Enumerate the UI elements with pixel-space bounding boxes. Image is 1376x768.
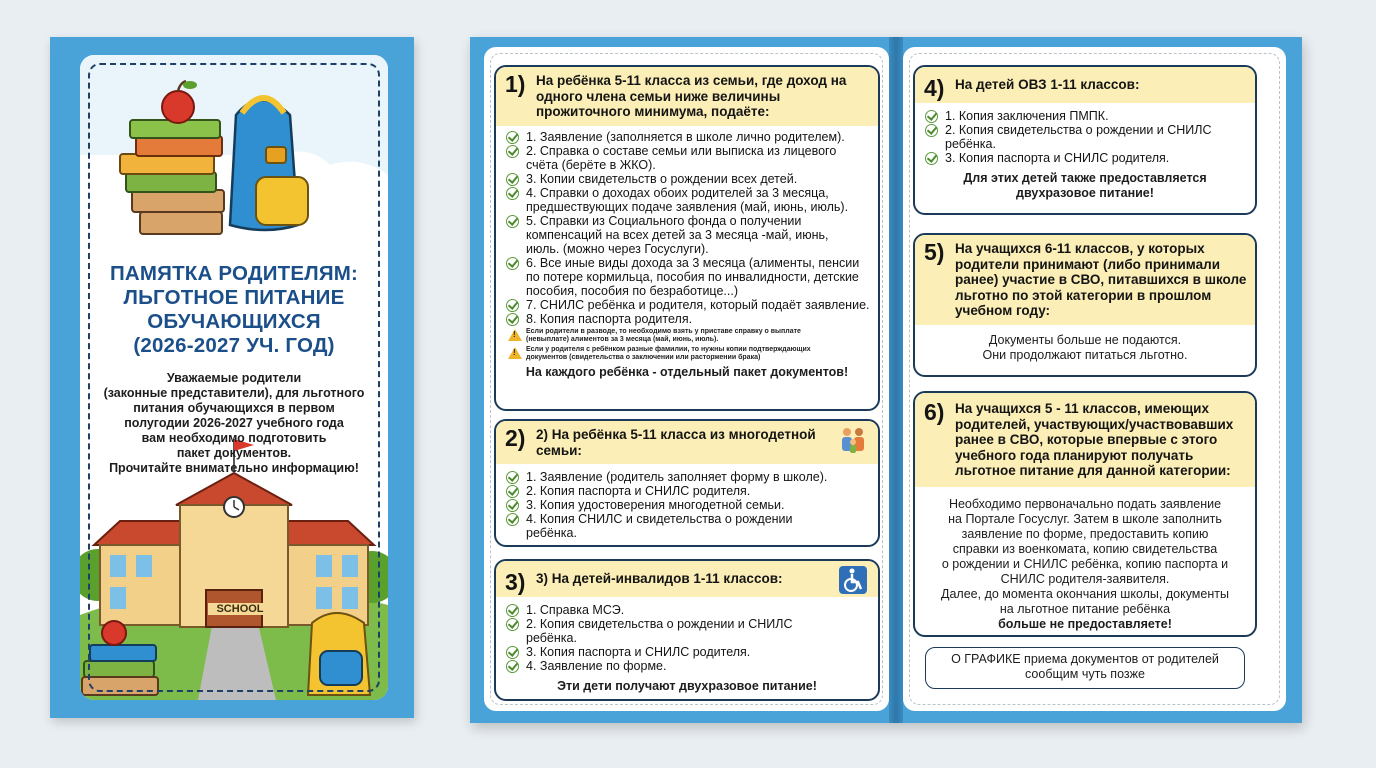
list-item	[506, 498, 870, 512]
check-icon	[506, 145, 519, 158]
check-icon	[506, 618, 519, 631]
warning-text: Если родители в разводе, то необходимо взять у приставе справку о выплате	[526, 327, 801, 335]
section-title	[955, 241, 1245, 319]
booklet	[470, 37, 1302, 723]
section-number: 1)	[505, 71, 526, 97]
item-text: компенсаций на всех детей за 3 месяца -май, июнь,	[526, 227, 829, 242]
title-line: ранее) участие в СВО, питавшихся в школе	[955, 272, 1247, 287]
item-text: 2. Копия свидетельства о рождении и СНИЛС	[945, 122, 1212, 137]
warning-note	[506, 346, 868, 362]
school-sign: SCHOOL	[208, 603, 272, 615]
flyer-sheet	[80, 55, 388, 700]
body-line: на Портале Госуслуг. Затем в школе заполнить	[948, 511, 1222, 526]
body-line: справки из военкомата, копию свидетельства	[952, 541, 1218, 556]
books-icon	[120, 120, 224, 234]
section-title	[955, 401, 1245, 479]
section-title	[536, 427, 828, 458]
warning-text: (невыплате) алиментов за 3 месяца (май, июнь, июль).	[526, 335, 719, 343]
section-5-card	[913, 233, 1257, 377]
section-2-card	[494, 419, 880, 547]
intro-line: вам необходимо подготовить	[141, 431, 327, 445]
item-text: ребёнка.	[526, 630, 577, 645]
list-item	[506, 617, 870, 645]
document-list	[915, 103, 1255, 165]
booklet-right-page	[903, 47, 1286, 711]
note-line: сообщим чуть позже	[1025, 667, 1145, 681]
item-text: 2. Справка о составе семьи или выписка из лицевого	[526, 143, 837, 158]
check-icon	[506, 485, 519, 498]
body-line-bold: больше не предоставляете!	[998, 616, 1172, 631]
item-text: ребёнка.	[945, 136, 996, 151]
intro-line: Прочитайте внимательно информацию!	[109, 461, 359, 475]
footer-line: Для этих детей также предоставляется	[963, 170, 1207, 185]
check-icon	[506, 499, 519, 512]
warning-icon	[508, 329, 522, 341]
item-text: пособия, пособия по безработице...)	[526, 283, 738, 298]
item-text: 7. СНИЛС ребёнка и родителя, который подаёт заявление.	[526, 297, 870, 312]
body-line: о рождении и СНИЛС ребёнка, копию паспорта и	[941, 556, 1229, 571]
section-3-card	[494, 559, 880, 701]
check-icon	[506, 313, 519, 326]
memo-title-line: ПАМЯТКА РОДИТЕЛЯМ:	[109, 262, 359, 285]
title-line: На учащихся 6-11 классов, у которых	[955, 241, 1205, 256]
section-number: 4)	[924, 75, 945, 101]
check-icon	[506, 471, 519, 484]
title-line: родители принимают (либо принимали	[955, 256, 1221, 272]
body-line: Они продолжают питаться льготно.	[982, 347, 1188, 362]
intro-line: (законные представители), для льготного	[103, 386, 365, 400]
title-line: льготное питание для данной категории:	[955, 463, 1231, 478]
list-item	[925, 109, 1247, 123]
title-line: 2) На ребёнка 5-11 класса из многодетной	[536, 427, 816, 442]
title-line: родителей, участвующих/участвовавших	[955, 416, 1234, 432]
section-title	[536, 571, 868, 587]
section-number: 5)	[924, 239, 945, 265]
section-6-body	[915, 497, 1255, 632]
check-icon	[506, 604, 519, 617]
check-icon	[925, 152, 938, 165]
section-title	[536, 73, 868, 120]
section-1-card	[494, 65, 880, 411]
body-line: на льготное питание ребёнка	[999, 601, 1171, 616]
intro-line: Уважаемые родители	[166, 371, 302, 385]
list-item	[506, 645, 870, 659]
booklet-left-page	[484, 47, 889, 711]
memo-title	[80, 262, 388, 358]
list-item	[506, 512, 870, 540]
body-line: Документы больше не подаются.	[988, 332, 1182, 347]
title-line: На ребёнка 5-11 класса из семьи, где доход на	[536, 73, 847, 88]
check-icon	[925, 124, 938, 137]
item-text: 4. Заявление по форме.	[526, 658, 667, 673]
section-number: 2)	[505, 425, 526, 451]
title-line: учебном году:	[955, 303, 1051, 318]
list-item	[506, 214, 870, 256]
title-line: семьи:	[536, 442, 582, 458]
body-line: Далее, до момента окончания школы, документы	[941, 586, 1229, 601]
warning-text: Если у родителя с ребёнком разные фамилии, то нужны копии подтверждающих	[526, 345, 811, 353]
item-text: 3. Копия удостоверения многодетной семьи.	[526, 498, 785, 512]
check-icon	[506, 215, 519, 228]
family-icon	[838, 425, 868, 455]
document-list	[496, 126, 878, 326]
check-icon	[506, 131, 519, 144]
footer-line: двухразовое питание!	[1016, 185, 1154, 200]
list-item	[506, 186, 870, 214]
note-line: О ГРАФИКЕ приема документов от родителей	[951, 652, 1219, 666]
title-line: На детей ОВЗ 1-11 классов:	[955, 77, 1140, 92]
check-icon	[506, 660, 519, 673]
intro-line: питания обучающихся в первом	[133, 401, 335, 415]
list-item	[506, 312, 870, 326]
list-item	[506, 298, 870, 312]
section-4-header	[915, 67, 1255, 103]
list-item	[506, 256, 870, 298]
check-icon	[506, 187, 519, 200]
document-list	[496, 597, 878, 673]
check-icon	[506, 646, 519, 659]
item-text: 3. Копия паспорта и СНИЛС родителя.	[945, 150, 1170, 165]
item-text: 3. Копии свидетельств о рождении всех детей.	[526, 171, 798, 186]
title-line: На учащихся 5 - 11 классов, имеющих	[955, 401, 1209, 416]
list-item	[506, 659, 870, 673]
item-text: 3. Копия паспорта и СНИЛС родителя.	[526, 644, 751, 659]
booklet-fold	[889, 37, 903, 723]
title-line: ранее в СВО, которые впервые с этого	[955, 432, 1218, 447]
warning-note	[506, 328, 868, 344]
list-item	[925, 123, 1247, 151]
item-text: 4. Копия СНИЛС и свидетельства о рождении	[526, 512, 793, 526]
section-1-footer: На каждого ребёнка - отдельный пакет документов!	[525, 364, 849, 379]
check-icon	[506, 513, 519, 526]
schedule-note	[925, 647, 1245, 689]
section-3-footer: Эти дети получают двухразовое питание!	[557, 678, 817, 693]
section-3-header	[496, 561, 878, 597]
item-text: июль. (можно через Госуслуги).	[526, 241, 709, 256]
warning-icon	[508, 347, 522, 359]
memo-flyer	[50, 37, 414, 718]
warnings	[496, 326, 878, 362]
item-text: 5. Справки из Социального фонда о получении	[526, 213, 802, 228]
check-icon	[506, 257, 519, 270]
memo-title-line: (2026-2027 УЧ. ГОД)	[133, 334, 335, 357]
wheelchair-icon	[838, 565, 868, 595]
item-text: 1. Заявление (родитель заполняет форму в школе).	[526, 470, 828, 484]
section-number: 6)	[924, 399, 945, 425]
memo-intro	[86, 371, 382, 476]
section-5-body	[915, 333, 1255, 363]
list-item	[506, 470, 870, 484]
list-item	[506, 484, 870, 498]
memo-title-line: ЛЬГОТНОЕ ПИТАНИЕ	[123, 286, 345, 309]
body-line: Необходимо первоначально подать заявление	[948, 496, 1222, 511]
warning-text: документов (свидетельства о заключении или расторжении брака)	[526, 353, 761, 361]
clock-icon	[224, 497, 244, 517]
body-line: СНИЛС родителя-заявителя.	[1000, 571, 1170, 586]
section-6-card	[913, 391, 1257, 637]
item-text: счёта (берёте в ЖКО).	[526, 157, 656, 172]
item-text: 4. Справки о доходах обоих родителей за 3 месяца,	[526, 185, 829, 200]
list-item	[506, 144, 870, 172]
title-line: прожиточного минимума, подаёте:	[536, 104, 770, 119]
item-text: по потере кормильца, пособия по инвалидности, детские	[526, 269, 859, 284]
item-text: 6. Все иные виды дохода за 3 месяца (алименты, пенсии	[526, 255, 860, 270]
note-text	[926, 648, 1244, 682]
check-icon	[506, 173, 519, 186]
list-item	[506, 172, 870, 186]
memo-title-line: ОБУЧАЮЩИХСЯ	[147, 310, 321, 333]
list-item	[506, 603, 870, 617]
check-icon	[925, 110, 938, 123]
title-line: 3) На детей-инвалидов 1-11 классов:	[536, 571, 783, 586]
document-list	[496, 464, 878, 540]
section-5-header	[915, 235, 1255, 325]
section-4-card	[913, 65, 1257, 215]
body-line: заявление по форме, предоставить копию	[961, 526, 1209, 541]
item-text: 8. Копия паспорта родителя.	[526, 311, 693, 326]
list-item	[925, 151, 1247, 165]
intro-line: полугодии 2026-2027 учебного года	[124, 416, 344, 430]
item-text: 2. Копия паспорта и СНИЛС родителя.	[526, 484, 751, 498]
list-item	[506, 130, 870, 144]
title-line: одного члена семьи ниже величины	[536, 88, 781, 104]
item-text: предшествующих подаче заявления (май, июнь, июль).	[526, 199, 849, 214]
title-line: льготно по этой категории в прошлом	[955, 287, 1212, 303]
item-text: 1. Заявление (заполняется в школе лично родителем).	[526, 129, 845, 144]
title-line: учебного года планируют получать	[955, 447, 1194, 463]
item-text: ребёнка.	[526, 526, 577, 540]
section-title	[955, 77, 1245, 93]
section-1-header	[496, 67, 878, 126]
section-4-footer	[915, 171, 1255, 201]
section-6-header	[915, 393, 1255, 487]
item-text: 2. Копия свидетельства о рождении и СНИЛС	[526, 616, 793, 631]
item-text: 1. Копия заключения ПМПК.	[945, 108, 1109, 123]
section-number: 3)	[505, 569, 526, 595]
check-icon	[506, 299, 519, 312]
item-text: 1. Справка МСЭ.	[526, 602, 625, 617]
section-2-header	[496, 421, 878, 464]
intro-line: пакет документов.	[176, 446, 292, 460]
